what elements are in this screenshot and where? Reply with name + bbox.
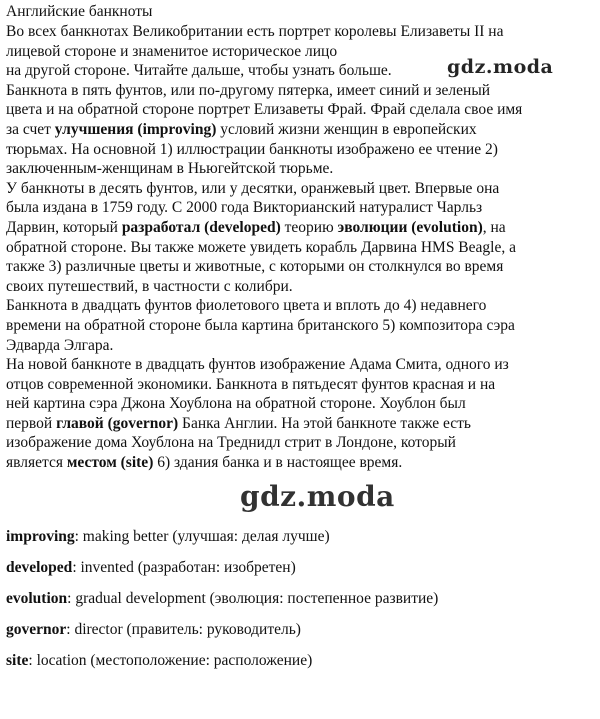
highlighted-term: улучшения (improving)	[54, 120, 217, 138]
glossary-definition: : director (правитель: руководитель)	[66, 621, 301, 638]
text-line	[6, 355, 594, 375]
glossary-term: developed	[6, 559, 73, 576]
text-segment: На новой банкноте в двадцать фунтов изображение Адама Смита, одного из	[6, 356, 509, 374]
glossary-definition: : gradual development (эволюция: постепенное развитие)	[67, 590, 439, 607]
glossary-term: evolution	[6, 590, 68, 607]
text-segment: Банкнота в двадцать фунтов фиолетового цвета и вплоть до 4) недавнего	[6, 297, 487, 315]
text-line	[6, 159, 594, 179]
glossary-item	[6, 645, 594, 676]
text-segment: , на	[482, 218, 506, 236]
paragraph-1	[6, 22, 594, 179]
text-segment: первой	[6, 414, 57, 432]
text-segment: за счет	[6, 120, 55, 138]
text-line	[6, 375, 594, 395]
text-line	[6, 414, 594, 434]
text-line	[6, 433, 594, 453]
text-line	[6, 453, 594, 473]
text-line	[6, 316, 594, 336]
text-segment: на другой стороне. Читайте дальше, чтобы узнать больше.	[6, 62, 392, 80]
text-line	[6, 257, 594, 277]
text-segment: Дарвин, который	[6, 218, 122, 236]
text-segment: условий жизни женщин в европейских	[216, 120, 477, 138]
text-segment: обратной стороне. Вы также можете увидеть корабль Дарвина HMS Beagle, а	[6, 238, 516, 256]
paragraph-3	[6, 296, 594, 355]
glossary-item	[6, 583, 594, 614]
text-line	[6, 198, 594, 218]
text-line	[6, 179, 594, 199]
text-segment: заключенным-женщинам в Ньюгейтской тюрьме.	[6, 160, 334, 178]
glossary-term: improving	[6, 528, 75, 545]
text-segment: отцов современной экономики. Банкнота в пятьдесят фунтов красная и на	[6, 375, 496, 393]
text-line	[6, 100, 594, 120]
text-line	[6, 238, 594, 258]
text-content	[6, 22, 594, 473]
text-segment: времени на обратной стороне была картина британского 5) композитора сэра	[6, 316, 515, 334]
text-line	[6, 336, 594, 356]
text-segment: своих путешествий, в частности с колибри.	[6, 277, 293, 295]
glossary-definition: : invented (разработан: изобретен)	[72, 559, 296, 576]
text-line	[6, 81, 594, 101]
text-line	[6, 277, 594, 297]
text-segment: Эдварда Элгара.	[6, 336, 114, 354]
page-title: Английские банкноты	[6, 3, 153, 20]
text-segment: 6) здания банка и в настоящее время.	[153, 454, 403, 472]
highlighted-term: разработал (developed)	[121, 218, 281, 236]
text-segment: цвета и на обратной стороне портрет Елизаветы Фрай. Фрай сделала свое имя	[6, 101, 523, 119]
paragraph-2	[6, 179, 594, 297]
text-segment: лицевой стороне и знаменитое историческое лицо	[6, 42, 338, 60]
text-segment: была издана в 1759 году. С 2000 года Викторианский натуралист Чарльз	[6, 199, 483, 217]
text-segment: также 3) различные цветы и животные, с которыми он столкнулся во время	[6, 258, 504, 276]
text-line	[6, 394, 594, 414]
highlighted-term: главой (governor)	[56, 414, 179, 432]
glossary-item	[6, 552, 594, 583]
text-segment: ней картина сэра Джона Хоублона на обратной стороне. Хоублон был	[6, 395, 466, 413]
glossary-term: governor	[6, 621, 67, 638]
text-segment: изображение дома Хоублона на Треднидл стрит в Лондоне, который	[6, 434, 456, 452]
text-line	[6, 296, 594, 316]
glossary-term: site	[6, 652, 29, 669]
glossary-item	[6, 614, 594, 645]
text-segment: У банкноты в десять фунтов, или у десятки, оранжевый цвет. Впервые она	[6, 179, 500, 197]
glossary-item	[6, 521, 594, 552]
text-segment: Банкнота в пять фунтов, или по-другому пятерка, имеет синий и зеленый	[6, 81, 491, 99]
text-line	[6, 140, 594, 160]
glossary-definition: : making better (улучшая: делая лучше)	[74, 528, 330, 545]
watermark-top: gdz.moda	[447, 56, 554, 78]
text-segment: Во всех банкнотах Великобритании есть портрет королевы Елизаветы II на	[6, 23, 504, 40]
text-segment: тюрьмах. На основной 1) иллюстрации банкноты изображено ее чтение 2)	[6, 140, 498, 158]
glossary-list	[6, 521, 594, 676]
glossary-definition: : location (местоположение: расположение)	[28, 652, 313, 669]
highlighted-term: эволюции (evolution)	[337, 218, 483, 236]
text-segment: Банка Англии. На этой банкноте также есть	[178, 414, 471, 432]
watermark-middle: gdz.moda	[240, 480, 395, 513]
text-line	[6, 22, 594, 42]
text-segment: теорию	[280, 218, 338, 236]
highlighted-term: местом (site)	[66, 454, 154, 472]
paragraph-4	[6, 355, 594, 473]
text-line	[6, 120, 594, 140]
text-line	[6, 218, 594, 238]
text-segment: является	[6, 454, 67, 472]
